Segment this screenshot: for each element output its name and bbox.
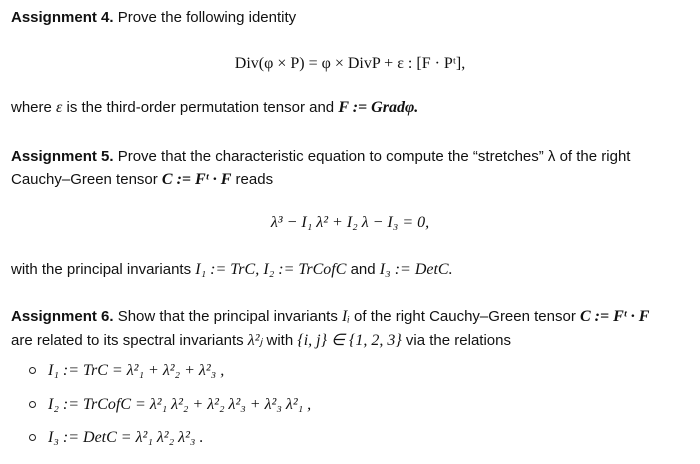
assignment-5-equation: λ³ − I₁ λ² + I₂ λ − I₃ = 0, [270, 214, 430, 231]
assignment-6-title: Assignment 6. [11, 308, 114, 325]
C-definition: C := Fᵗ · F [161, 171, 232, 188]
assignment-5-text-1: Prove that the characteristic equation to compute the “stretches” λ of the right [117, 148, 631, 165]
bullet-circle-icon [29, 367, 36, 374]
invariant-I1: I₁ := TrC, [195, 261, 260, 278]
assignment-5-invariants: with the principal invariants I₁ := TrC, I₂ := TrCofC and I₃ := DetC. [11, 261, 453, 278]
assignment-4-text: Prove the following identity [117, 9, 297, 26]
invariant-I2: I₂ := TrCofC [263, 261, 347, 278]
assignment-5-line-2: Cauchy–Green tensor C := Fᵗ · F reads [11, 171, 274, 188]
F-definition: F := Gradφ. [338, 99, 419, 116]
assignment-4-heading [11, 8, 296, 28]
assignment-4-title: Assignment 4. [11, 9, 114, 26]
assignment-6-heading: Assignment 6. Show that the principal invariants Iᵢ of the right Cauchy–Green tensor C := Fᵗ · F [11, 308, 650, 325]
assignment-5-title: Assignment 5. [11, 148, 114, 165]
assignment-4-equation: Div(φ × P) = φ × DivP + ε : [F · Pᵗ], [234, 55, 466, 72]
list-item: I₃ := DetC = λ²₁ λ²₂ λ²₃ . [29, 428, 203, 448]
bullet-circle-icon [29, 434, 36, 441]
assignment-4-where: where ε is the third-order permutation tensor and F := Gradφ. [11, 99, 419, 116]
assignment-5-heading [11, 147, 630, 167]
list-item: I₂ := TrCofC = λ²₁ λ²₂ + λ²₂ λ²₃ + λ²₃ λ²₁ , [29, 395, 311, 415]
assignment-6-line-2: are related to its spectral invariants λ²ⱼ with {i, j} ∈ {1, 2, 3} via the relations [11, 332, 511, 349]
list-item: I₁ := TrC = λ²₁ + λ²₂ + λ²₃ , [29, 361, 224, 381]
bullet-circle-icon [29, 401, 36, 408]
invariant-I3: I₃ := DetC. [379, 261, 453, 278]
